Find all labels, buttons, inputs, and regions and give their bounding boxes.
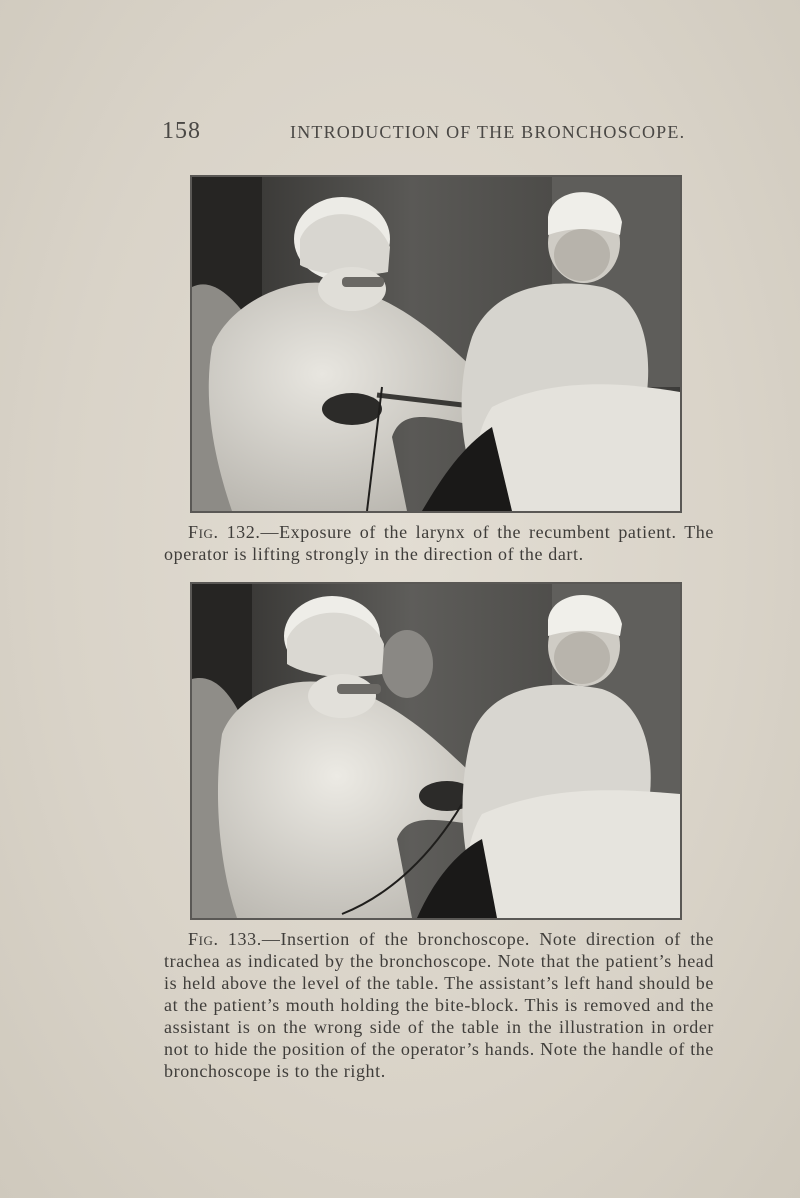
running-title: INTRODUCTION OF THE BRONCHOSCOPE. bbox=[290, 122, 686, 142]
figure-132-label: Fig. 132. bbox=[188, 522, 261, 542]
page-number: 158 bbox=[162, 118, 201, 144]
figure-132-caption-text: —Exposure of the larynx of the recumbent patient. The operator is lifting strongly in the direction of the dart. bbox=[164, 522, 714, 564]
photograph-bronchoscope-insertion bbox=[192, 584, 680, 918]
running-head bbox=[162, 118, 722, 148]
figure-132-caption bbox=[164, 521, 714, 565]
figure-133-photograph bbox=[190, 582, 682, 920]
figure-133-label: Fig. 133. bbox=[188, 929, 262, 949]
photograph-operating-scene bbox=[192, 177, 680, 511]
figure-132-photograph bbox=[190, 175, 682, 513]
figure-133-caption-text: —Insertion of the bronchoscope. Note direction of the trachea as indicated by the bronchoscope. Note that the patient’s head is held above the level of the table. The assistant’s left hand should be at the patient’s mouth holding the bite-block. This is removed and the assistant is on the wrong side of the table in the illustration in order not to hide the position of the operator’s hands. Note the handle of the bronchoscope is to the right. bbox=[164, 929, 714, 1081]
figure-133-caption bbox=[164, 928, 714, 1082]
